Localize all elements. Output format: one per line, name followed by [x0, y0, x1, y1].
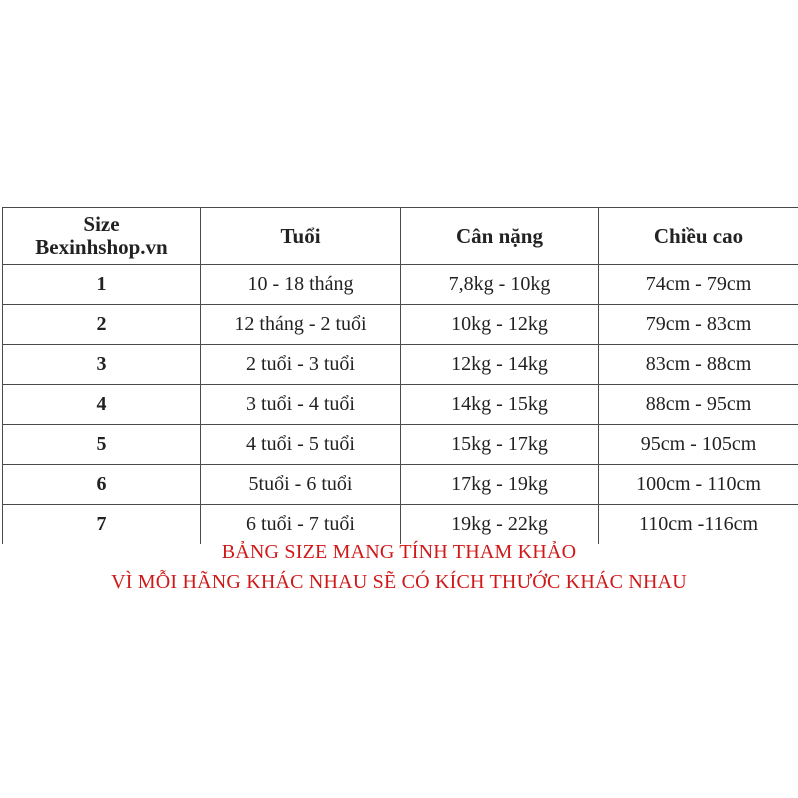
cell-height: 88cm - 95cm — [599, 385, 798, 425]
cell-size: 3 — [3, 345, 201, 385]
cell-weight: 19kg - 22kg — [401, 505, 599, 545]
cell-size: 5 — [3, 425, 201, 465]
cell-weight: 12kg - 14kg — [401, 345, 599, 385]
table-row — [3, 505, 798, 545]
header-row — [3, 208, 798, 265]
table-row — [3, 465, 798, 505]
cell-weight: 15kg - 17kg — [401, 425, 599, 465]
cell-height: 74cm - 79cm — [599, 265, 798, 305]
table-row — [3, 385, 798, 425]
cell-height: 110cm -116cm — [599, 505, 798, 545]
cell-age: 6 tuổi - 7 tuổi — [201, 505, 401, 545]
cell-size: 2 — [3, 305, 201, 345]
header-weight: Cân nặng — [401, 208, 599, 265]
cell-height: 95cm - 105cm — [599, 425, 798, 465]
cell-age: 5tuổi - 6 tuổi — [201, 465, 401, 505]
table-row — [3, 305, 798, 345]
cell-age: 2 tuổi - 3 tuổi — [201, 345, 401, 385]
cell-height: 100cm - 110cm — [599, 465, 798, 505]
header-age: Tuổi — [201, 208, 401, 265]
cell-age: 12 tháng - 2 tuổi — [201, 305, 401, 345]
cell-height: 79cm - 83cm — [599, 305, 798, 345]
header-size — [3, 208, 201, 265]
size-chart-table — [2, 207, 798, 544]
cell-weight: 10kg - 12kg — [401, 305, 599, 345]
cell-age: 4 tuổi - 5 tuổi — [201, 425, 401, 465]
cell-weight: 14kg - 15kg — [401, 385, 599, 425]
cell-size: 7 — [3, 505, 201, 545]
cell-size: 6 — [3, 465, 201, 505]
header-size-label: Size — [83, 212, 120, 236]
cell-weight: 7,8kg - 10kg — [401, 265, 599, 305]
table-row — [3, 425, 798, 465]
cell-size: 4 — [3, 385, 201, 425]
header-height: Chiều cao — [599, 208, 798, 265]
disclaimer-note: VÌ MỖI HÃNG KHÁC NHAU SẼ CÓ KÍCH THƯỚC KHÁC NHAU — [111, 571, 687, 593]
table-row — [3, 345, 798, 385]
table-body — [3, 265, 798, 545]
reference-note: BẢNG SIZE MANG TÍNH THAM KHẢO — [221, 541, 577, 563]
cell-size: 1 — [3, 265, 201, 305]
cell-weight: 17kg - 19kg — [401, 465, 599, 505]
cell-age: 3 tuổi - 4 tuổi — [201, 385, 401, 425]
cell-height: 83cm - 88cm — [599, 345, 798, 385]
header-shop-name: Bexinhshop.vn — [35, 235, 168, 259]
table-header — [3, 208, 798, 265]
table-row — [3, 265, 798, 305]
cell-age: 10 - 18 tháng — [201, 265, 401, 305]
